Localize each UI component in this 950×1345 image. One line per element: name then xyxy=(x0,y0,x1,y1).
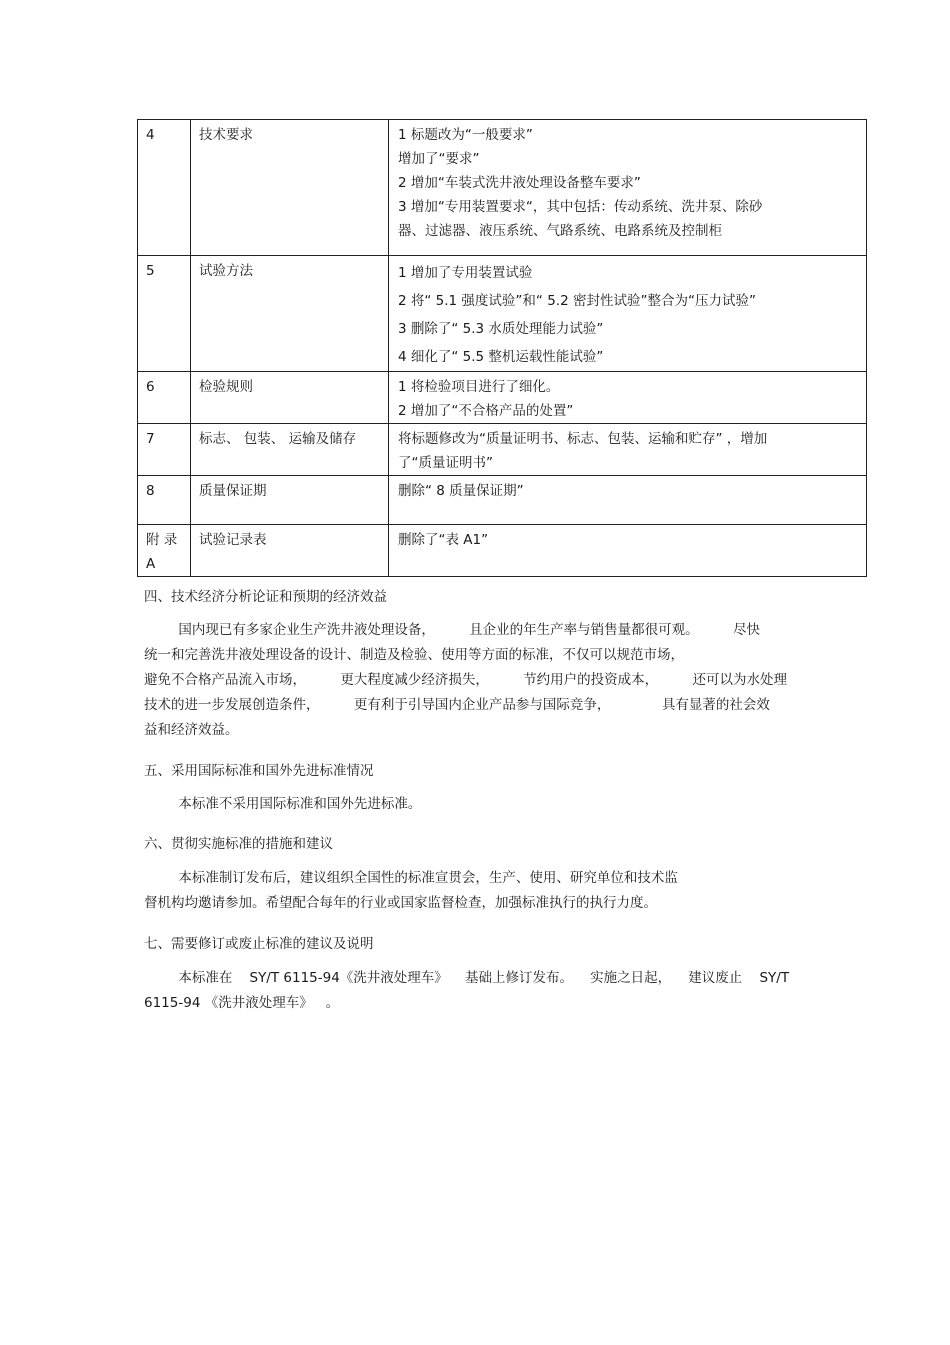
change-description: 删除了“表 A1” xyxy=(389,525,867,577)
change-description: 1 增加了专用装置试验 2 将“ 5.1 强度试验”和“ 5.2 密封性试验”整合为“压力试验” 3 删除了“ 5.3 水质处理能力试验” 4 细化了“ 5.5 整机运载性能试验” xyxy=(389,256,867,372)
table-row xyxy=(138,424,867,476)
section-heading-4: 四、技术经济分析论证和预期的经济效益 xyxy=(144,589,387,605)
table-row xyxy=(138,476,867,525)
clause-number: 4 xyxy=(138,120,191,256)
table-row xyxy=(138,372,867,424)
clause-number: 附 录 A xyxy=(138,525,191,577)
change-description: 删除“ 8 质量保证期” xyxy=(389,476,867,525)
clause-number: 6 xyxy=(138,372,191,424)
clause-number: 8 xyxy=(138,476,191,525)
section-body-6: 本标准制订发布后，建议组织全国性的标准宣贯会，生产、使用、研究单位和技术监 督机构均邀请参加。希望配合每年的行业或国家监督检查，加强标准执行的执行力度。 xyxy=(144,870,678,911)
table-row xyxy=(138,256,867,372)
clause-topic: 标志、 包装、 运输及储存 xyxy=(191,424,389,476)
change-description: 将标题修改为“质量证明书、标志、包装、运输和贮存” ，增加 了“质量证明书” xyxy=(389,424,867,476)
section-heading-7: 七、需要修订或废止标准的建议及说明 xyxy=(144,936,374,952)
table-row xyxy=(138,525,867,577)
section-body-7: 本标准在 SY/T 6115-94《洗井液处理车》 基础上修订发布。 实施之日起， 建议废止 SY/T 6115-94 《洗井液处理车》 。 xyxy=(144,970,790,1011)
clause-topic: 检验规则 xyxy=(191,372,389,424)
clause-topic: 试验记录表 xyxy=(191,525,389,577)
section-heading-6: 六、贯彻实施标准的措施和建议 xyxy=(144,836,333,852)
clause-topic: 技术要求 xyxy=(191,120,389,256)
clause-topic: 质量保证期 xyxy=(191,476,389,525)
clause-topic: 试验方法 xyxy=(191,256,389,372)
change-description: 1 将检验项目进行了细化。 2 增加了“不合格产品的处置” xyxy=(389,372,867,424)
clause-number: 5 xyxy=(138,256,191,372)
table-row xyxy=(138,120,867,256)
clause-number: 7 xyxy=(138,424,191,476)
revision-table xyxy=(137,119,867,577)
section-heading-5: 五、采用国际标准和国外先进标准情况 xyxy=(144,763,374,779)
section-body-5: 本标准不采用国际标准和国外先进标准。 xyxy=(144,796,422,812)
change-description: 1 标题改为“一般要求” 增加了“要求” 2 增加“车装式洗井液处理设备整车要求” 3 增加“专用装置要求“，其中包括：传动系统、洗井泵、除砂 器、过滤器、液压系统、气路系统、电路系统及控制柜 xyxy=(389,120,867,256)
section-body-4: 国内现已有多家企业生产洗井液处理设备， 且企业的年生产率与销售量都很可观。 尽快 统一和完善洗井液处理设备的设计、制造及检验、使用等方面的标准，不仅可以规范市场， 避免不合格产品流入市场， 更大程度减少经济损失， 节约用户的投资成本， 还可以为水处理 技术的进一步发展创造条件， 更有利于引导国内企业产品参与国际竞争， 具有显著的社会效 益和经济效益。 xyxy=(144,622,787,738)
